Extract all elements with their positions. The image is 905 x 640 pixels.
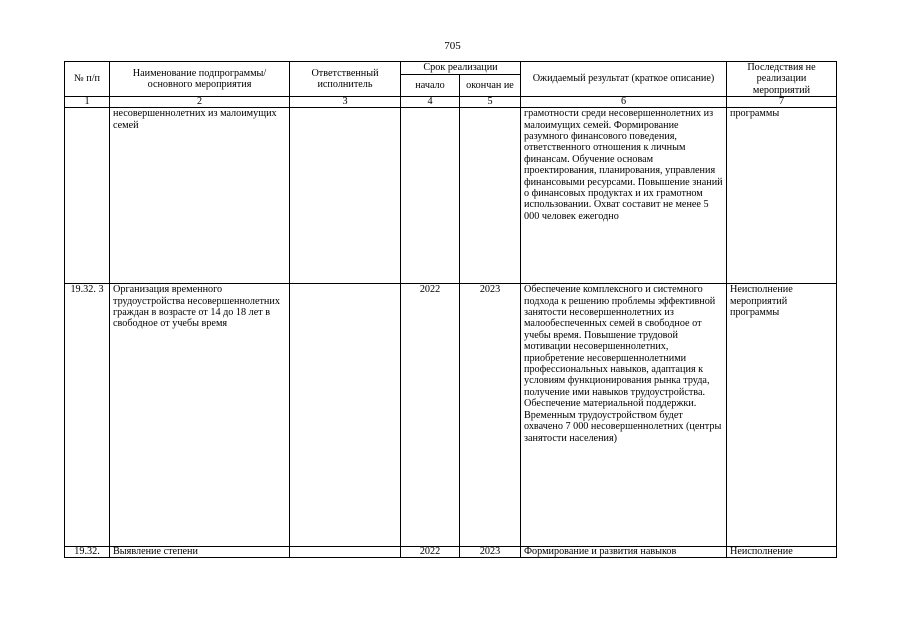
row-executor [290,284,401,547]
column-number: 4 [401,97,460,108]
row-consequences: программы [727,108,837,284]
column-number: 1 [65,97,110,108]
row-executor [290,547,401,558]
row-num [65,108,110,284]
row-executor [290,108,401,284]
header-end: окончан ие [460,75,521,97]
row-result: Обеспечение комплексного и системного подхода к решению проблемы эффективной занятости несовершеннолетних из малообеспеченных семей в свободное от учебы время. Повышение трудовой мотивации несовершеннолетних, приобретение несовершеннолетними профессиональных навыков, адаптация к условиям функционирования рынка труда, получение ими навыков трудоустройства. Обеспечение материальной поддержки. Временным трудоустройством будет охвачено 7 000 несовершеннолетних (центры занятости населения) [521,284,727,547]
row-start: 2022 [401,284,460,547]
row-end: 2023 [460,284,521,547]
row-end [460,108,521,284]
row-name: Выявление степени [110,547,290,558]
column-numbers-row [65,97,837,108]
table-row [65,108,837,284]
header-executor: Ответственный исполнитель [290,62,401,97]
row-name: Организация временного трудоустройства несовершеннолетних граждан в возрасте от 14 до 18 лет в свободное от учебы время [110,284,290,547]
column-number: 2 [110,97,290,108]
header-start: начало [401,75,460,97]
row-start: 2022 [401,547,460,558]
row-end: 2023 [460,547,521,558]
header-name: Наименование подпрограммы/ основного мероприятия [110,62,290,97]
table-header [65,62,837,108]
table-row [65,547,837,558]
row-start [401,108,460,284]
row-result: грамотности среди несовершеннолетних из малоимущих семей. Формирование разумного финансового поведения, ответственного отношения к личным финансам. Обучение основам проектирования, планирования, управления финансовыми ресурсами. Повышение знаний о финансовых продуктах и их грамотном использовании. Охват составит не менее 5 000 человек ежегодно [521,108,727,284]
row-result: Формирование и развития навыков [521,547,727,558]
header-consequences: Последствия не реализации мероприятий [727,62,837,97]
row-num: 19.32. [65,547,110,558]
column-number: 5 [460,97,521,108]
row-name: несовершеннолетних из малоимущих семей [110,108,290,284]
column-number: 3 [290,97,401,108]
row-num: 19.32. 3 [65,284,110,547]
header-result: Ожидаемый результат (краткое описание) [521,62,727,97]
header-num: № п/п [65,62,110,97]
table-row [65,284,837,547]
row-consequences: Неисполнение мероприятий программы [727,284,837,547]
column-number: 6 [521,97,727,108]
header-period: Срок реализации [401,62,521,75]
row-consequences: Неисполнение [727,547,837,558]
page-number: 705 [444,40,461,52]
program-table [64,61,837,558]
column-number: 7 [727,97,837,108]
